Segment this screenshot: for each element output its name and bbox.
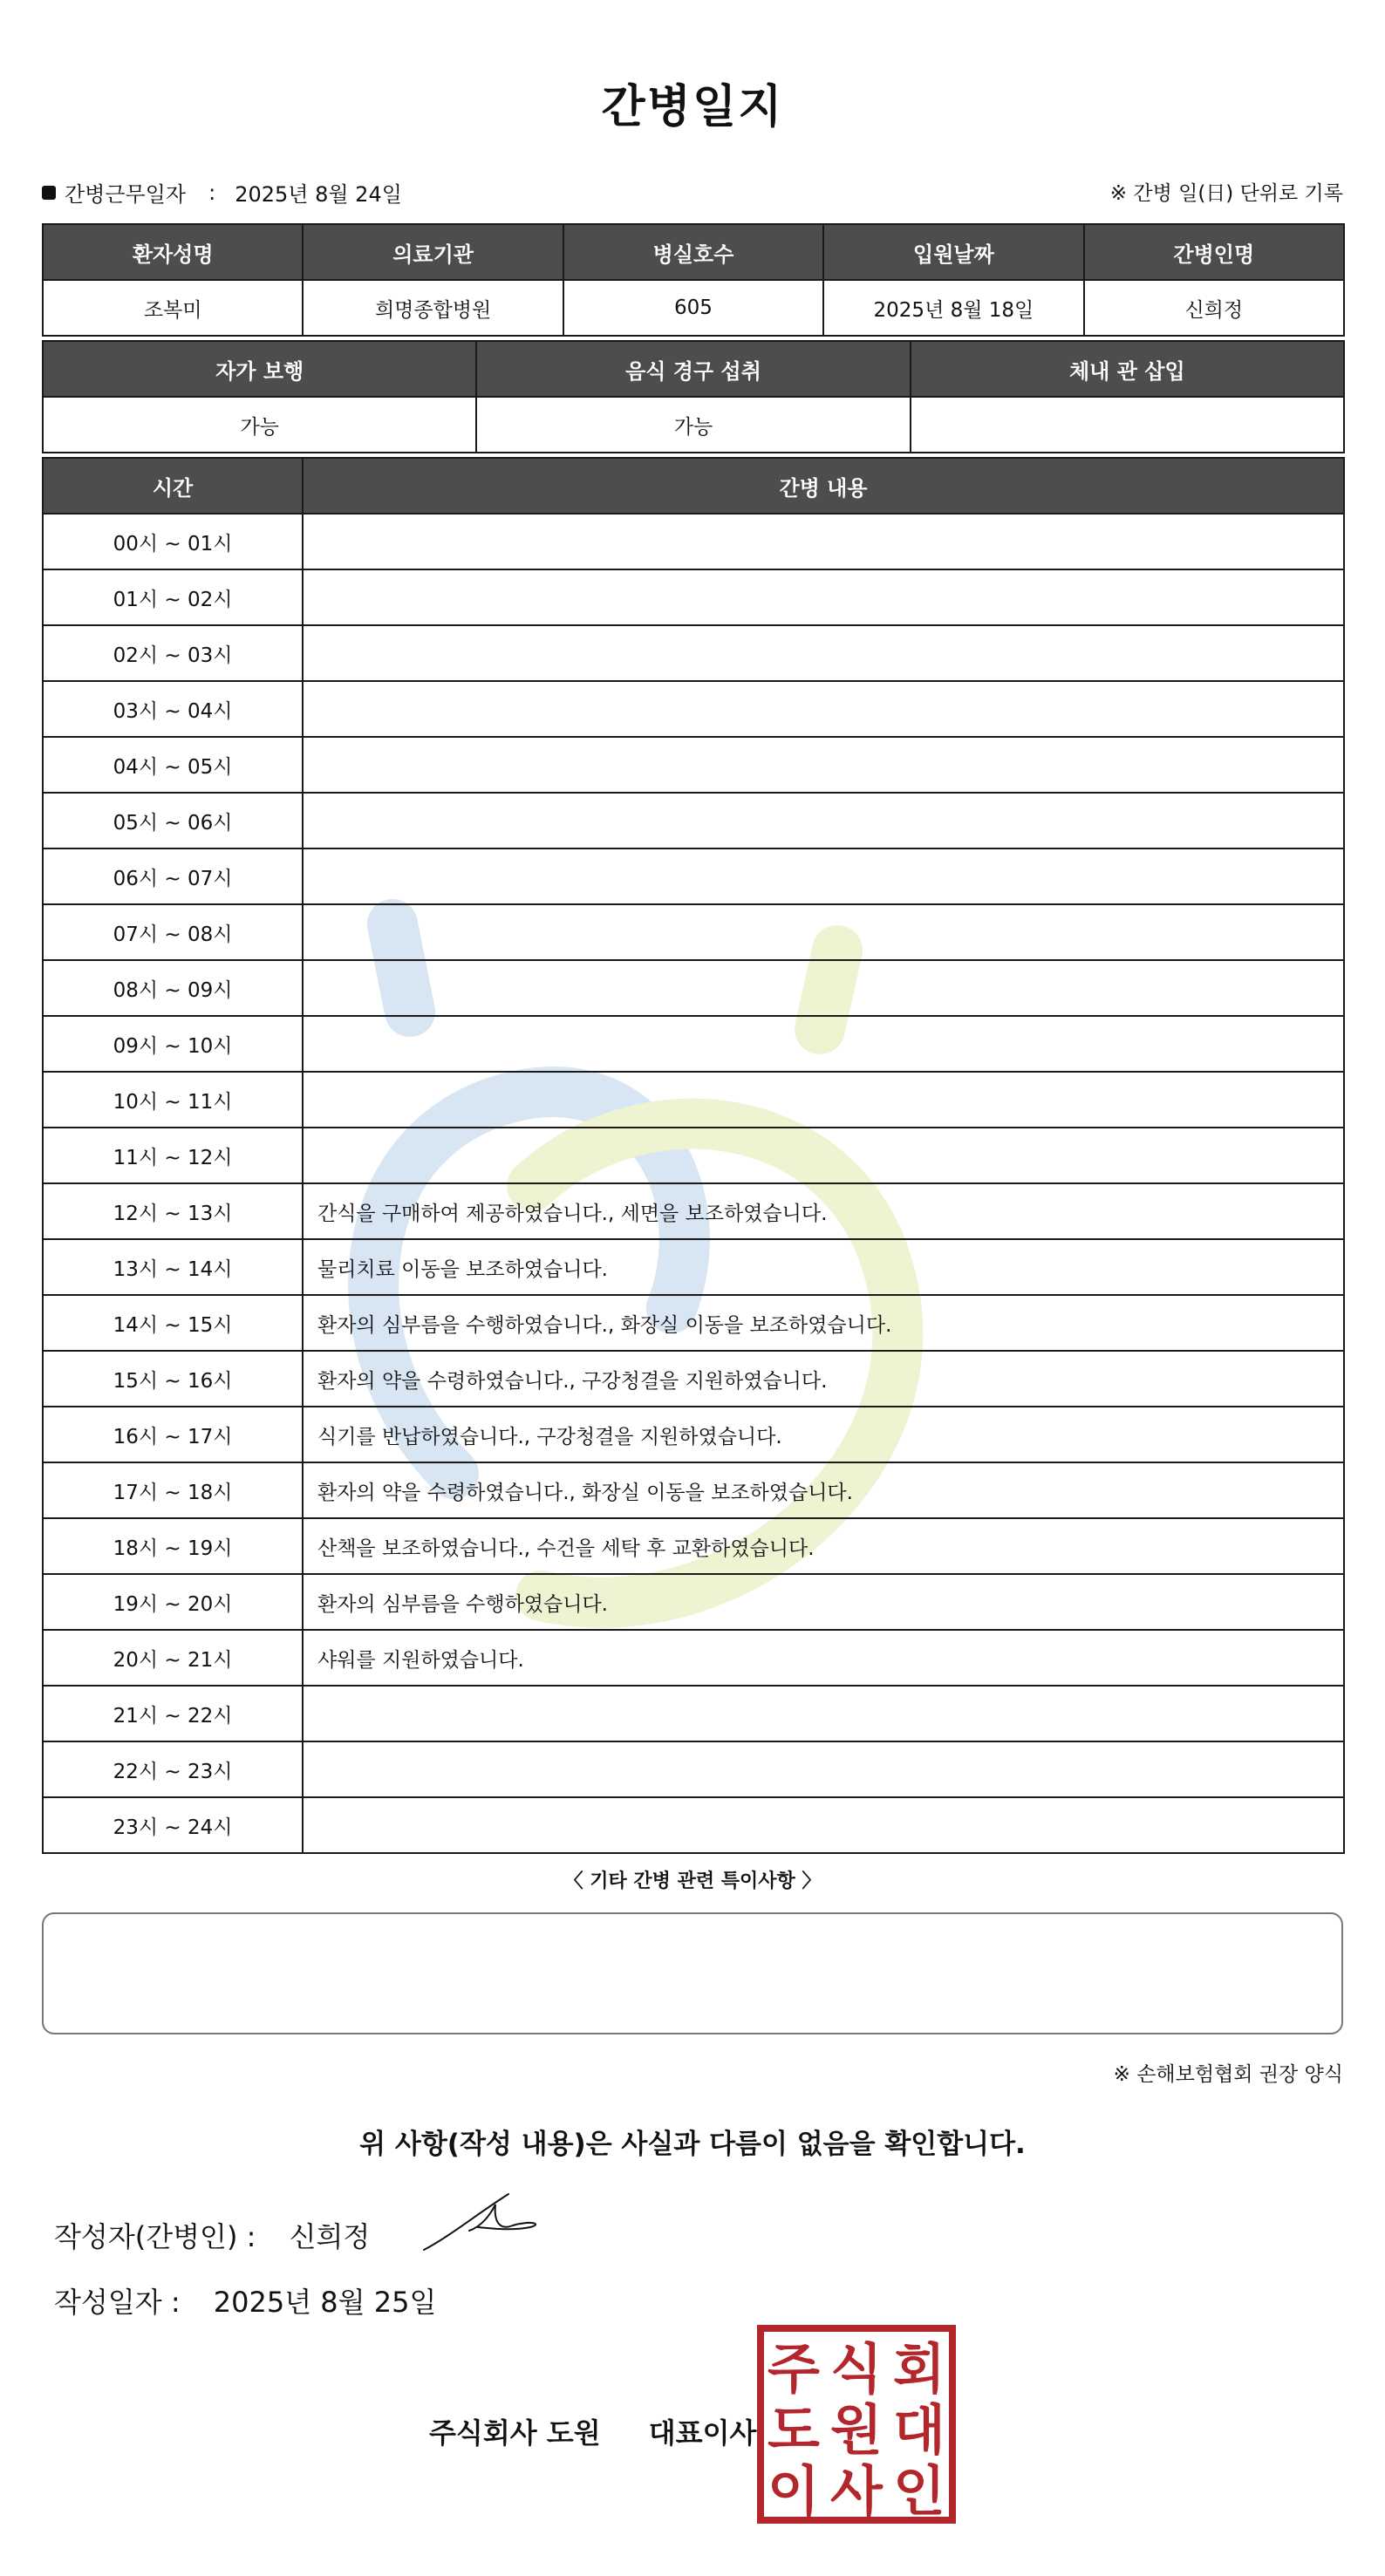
log-time-cell: 15시 ~ 16시 <box>42 1350 304 1407</box>
log-content-cell <box>302 624 1345 682</box>
log-time-cell: 19시 ~ 20시 <box>42 1573 304 1631</box>
svg-text:식: 식 <box>830 2337 883 2401</box>
room-number: 605 <box>563 279 824 337</box>
log-time-cell: 00시 ~ 01시 <box>42 513 304 570</box>
work-date-value: 2025년 8월 24일 <box>235 182 402 207</box>
admission-date: 2025년 8월 18일 <box>822 279 1084 337</box>
log-content-cell <box>302 1796 1345 1854</box>
log-content-cell <box>302 848 1345 905</box>
svg-text:원: 원 <box>830 2398 883 2462</box>
log-time-cell: 05시 ~ 06시 <box>42 792 304 849</box>
caregiver-name: 신희정 <box>1083 279 1345 337</box>
log-time-cell: 20시 ~ 21시 <box>42 1629 304 1687</box>
log-time-cell: 02시 ~ 03시 <box>42 624 304 682</box>
handwritten-signature <box>417 2187 548 2257</box>
document-title: 간병일지 <box>601 81 784 133</box>
association-note: ※ 손해보험협회 권장 양식 <box>1113 2063 1343 2086</box>
log-time-cell: 08시 ~ 09시 <box>42 959 304 1017</box>
header-oral-intake: 음식 경구 섭취 <box>475 340 911 398</box>
log-time-cell: 11시 ~ 12시 <box>42 1127 304 1184</box>
log-content-cell: 물리치료 이동을 보조하였습니다. <box>302 1238 1345 1296</box>
header-room-number: 병실호수 <box>563 223 824 281</box>
log-content-cell <box>302 903 1345 961</box>
log-time-cell: 17시 ~ 18시 <box>42 1462 304 1519</box>
writer-label: 작성자(간병인) : <box>54 2220 256 2253</box>
log-time-cell: 22시 ~ 23시 <box>42 1741 304 1798</box>
care-log-table <box>42 457 1343 1852</box>
log-time-cell: 21시 ~ 22시 <box>42 1685 304 1742</box>
log-content-cell <box>302 1741 1345 1798</box>
writer-row <box>54 2215 370 2255</box>
header-patient-name: 환자성명 <box>42 223 304 281</box>
confirmation-statement: 위 사항(작성 내용)은 사실과 다름이 없음을 확인합니다. <box>359 2129 1026 2160</box>
log-time-cell: 14시 ~ 15시 <box>42 1294 304 1352</box>
log-content-cell <box>302 792 1345 849</box>
log-time-cell: 07시 ~ 08시 <box>42 903 304 961</box>
log-time-cell: 01시 ~ 02시 <box>42 569 304 626</box>
unit-note: ※ 간병 일(日) 단위로 기록 <box>1109 182 1343 205</box>
svg-text:회: 회 <box>893 2337 945 2401</box>
bullet-square-icon <box>42 186 56 200</box>
log-content-cell <box>302 1685 1345 1742</box>
log-content-cell: 샤워를 지원하였습니다. <box>302 1629 1345 1687</box>
representative-title: 대표이사 <box>648 2416 757 2450</box>
header-hospital: 의료기관 <box>302 223 563 281</box>
writer-name: 신희정 <box>289 2220 371 2253</box>
log-time-cell: 06시 ~ 07시 <box>42 848 304 905</box>
log-time-cell: 03시 ~ 04시 <box>42 680 304 738</box>
log-time-cell: 12시 ~ 13시 <box>42 1182 304 1240</box>
company-row <box>429 2411 756 2451</box>
header-self-walking: 자가 보행 <box>42 340 477 398</box>
written-date-label: 작성일자 : <box>54 2286 181 2319</box>
log-content-cell <box>302 736 1345 794</box>
log-time-cell: 23시 ~ 24시 <box>42 1796 304 1854</box>
company-name: 주식회사 도원 <box>429 2416 601 2450</box>
log-content-cell <box>302 569 1345 626</box>
patient-name: 조복미 <box>42 279 304 337</box>
tube-insertion-value <box>910 396 1345 453</box>
patient-info-table <box>42 223 1343 335</box>
self-walking-value: 가능 <box>42 396 477 453</box>
log-time-cell: 13시 ~ 14시 <box>42 1238 304 1296</box>
work-date-label: 간병근무일자 <box>65 182 187 207</box>
log-content-cell: 식기를 반납하였습니다., 구강청결을 지원하였습니다. <box>302 1406 1345 1463</box>
log-time-cell: 09시 ~ 10시 <box>42 1015 304 1073</box>
log-content-cell: 환자의 심부름을 수행하였습니다. <box>302 1573 1345 1631</box>
oral-intake-value: 가능 <box>475 396 911 453</box>
log-content-cell: 환자의 약을 수령하였습니다., 화장실 이동을 보조하였습니다. <box>302 1462 1345 1519</box>
header-care-content: 간병 내용 <box>302 457 1345 515</box>
log-time-cell: 10시 ~ 11시 <box>42 1071 304 1128</box>
log-time-cell: 18시 ~ 19시 <box>42 1517 304 1575</box>
svg-text:주: 주 <box>768 2337 820 2401</box>
svg-text:도: 도 <box>768 2398 820 2462</box>
log-content-cell: 환자의 심부름을 수행하였습니다., 화장실 이동을 보조하였습니다. <box>302 1294 1345 1352</box>
written-date-value: 2025년 8월 25일 <box>213 2286 437 2319</box>
header-caregiver-name: 간병인명 <box>1083 223 1345 281</box>
log-content-cell <box>302 680 1345 738</box>
svg-text:사: 사 <box>830 2459 883 2523</box>
written-date-row <box>54 2280 436 2320</box>
svg-text:인: 인 <box>893 2459 945 2523</box>
hospital-name: 희명종합병원 <box>302 279 563 337</box>
svg-text:이: 이 <box>768 2459 820 2523</box>
company-seal <box>757 2325 956 2524</box>
notes-heading: 〈 기타 간병 관련 특이사항 〉 <box>563 1871 822 1892</box>
log-content-cell: 산책을 보조하였습니다., 수건을 세탁 후 교환하였습니다. <box>302 1517 1345 1575</box>
header-admission-date: 입원날짜 <box>822 223 1084 281</box>
log-content-cell: 환자의 약을 수령하였습니다., 구강청결을 지원하였습니다. <box>302 1350 1345 1407</box>
patient-status-table <box>42 340 1343 452</box>
log-content-cell <box>302 1127 1345 1184</box>
work-date-colon: : <box>208 180 216 205</box>
log-content-cell <box>302 513 1345 570</box>
svg-text:대: 대 <box>893 2398 945 2462</box>
header-tube-insertion: 체내 관 삽입 <box>910 340 1345 398</box>
log-content-cell <box>302 1015 1345 1073</box>
log-time-cell: 04시 ~ 05시 <box>42 736 304 794</box>
log-content-cell <box>302 959 1345 1017</box>
work-date-row <box>42 177 402 208</box>
notes-box <box>42 1912 1343 2034</box>
log-content-cell: 간식을 구매하여 제공하였습니다., 세면을 보조하였습니다. <box>302 1182 1345 1240</box>
header-time: 시간 <box>42 457 304 515</box>
log-time-cell: 16시 ~ 17시 <box>42 1406 304 1463</box>
log-content-cell <box>302 1071 1345 1128</box>
